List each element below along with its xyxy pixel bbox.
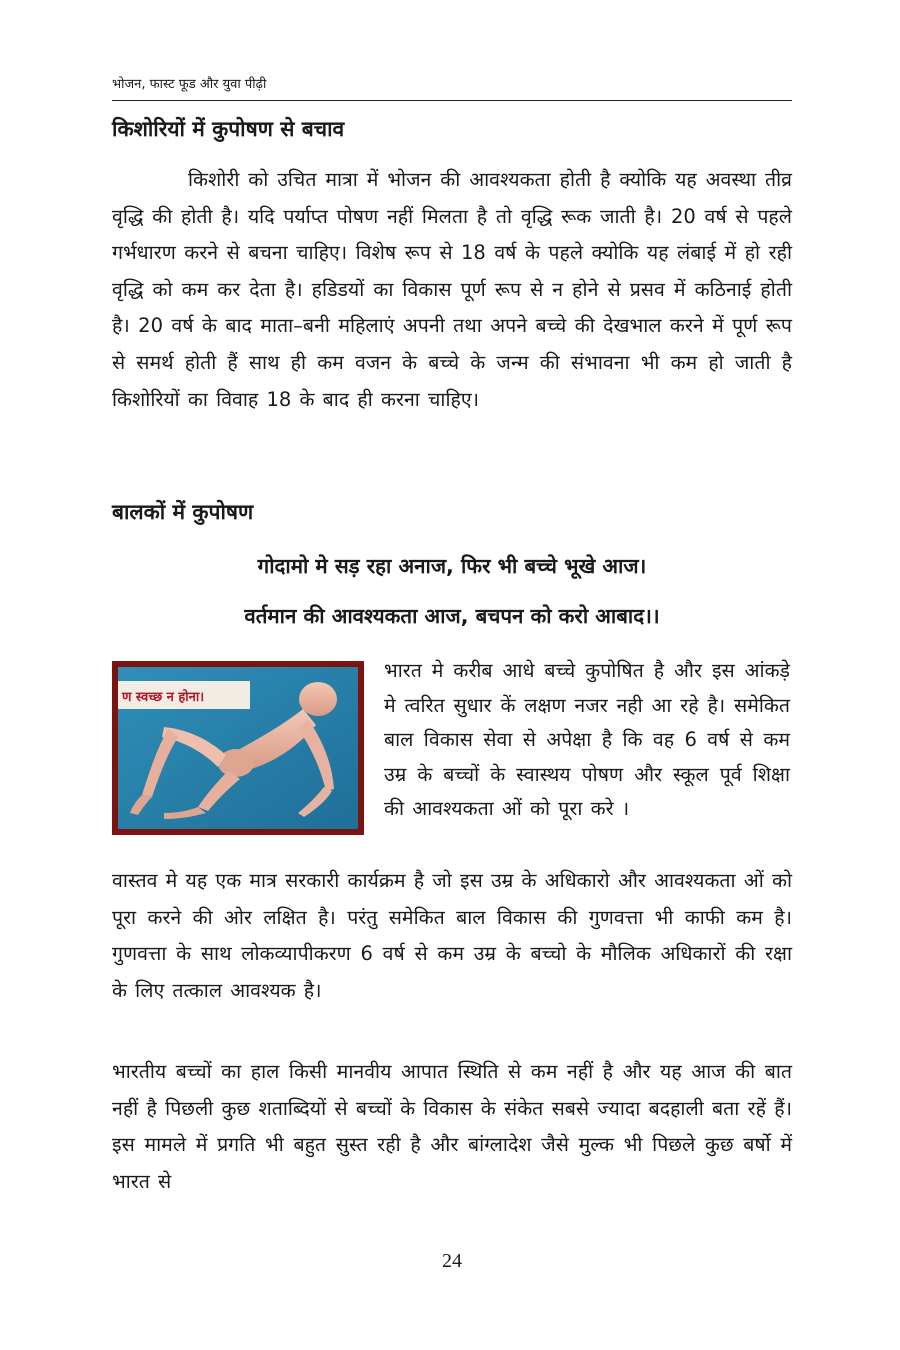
photo-caption-text: ण स्वच्छ न होना। bbox=[122, 690, 205, 705]
child-illustration bbox=[118, 667, 358, 829]
malnourished-child-photo bbox=[112, 661, 364, 835]
document-page bbox=[112, 0, 792, 1350]
slogan-line-2: वर्तमान की आवश्यकता आज, बचपन को करो आबाद।। bbox=[244, 604, 660, 628]
header-divider bbox=[112, 100, 792, 101]
paragraph-text: किशोरी को उचित मात्रा में भोजन की आवश्यकता होती है क्योकि यह अवस्था तीव्र वृद्धि की होती है। यदि पर्याप्त पोषण नहीं मिलता है तो वृद्धि रूक जाती है। 20 वर्ष से पहले गर्भधारण करने से बचना चाहिए। विशेष रूप से 18 वर्ष के पहले क्योकि यह लंबाई में हो रही वृद्धि को कम कर देता है। हडिडयों का विकास पूर्ण रूप से न होने से प्रसव में कठिनाई होती है। 20 वर्ष के बाद माता–बनी महिलाएं अपनी तथा अपने बच्चे की देखभाल करने में पूर्ण रूप से समर्थ होती हैं साथ ही कम वजन के बच्चे के जन्म की संभावना भी कम हो जाती है किशोरियों का विवाह 18 के बाद ही करना चाहिए। bbox=[112, 168, 792, 411]
section-heading-child-malnutrition: बालकों में कुपोषण bbox=[112, 500, 254, 524]
page-number: 24 bbox=[442, 1250, 462, 1272]
paragraph-icds-quality: वास्तव मे यह एक मात्र सरकारी कार्यक्रम है जो इस उम्र के अधिकारो और आवश्यकता ओं को पूरा करने की ओर लक्षित है। परंतु समेकित बाल विकास की गुणवत्ता भी काफी कम है। गुणवत्ता के साथ लोकव्यापीकरण 6 वर्ष से कम उम्र के बच्चो के मौलिक अधिकारों की रक्षा के लिए तत्काल आवश्यक है। bbox=[112, 869, 792, 1002]
paragraph-indian-children: भारतीय बच्चों का हाल किसी मानवीय आपात स्थिति से कम नहीं है और यह आज की बात नहीं है पिछली कुछ शताब्दियों से बच्चों के विकास के संकेत सबसे ज्यादा बदहाली बता रहें हैं। इस मामले में प्रगति भी बहुत सुस्त रही है और बांग्लादेश जैसे मुल्क भी पिछले कुछ बर्षो में भारत से bbox=[112, 1060, 792, 1193]
paragraph-adolescent-nutrition bbox=[112, 162, 792, 418]
running-header: भोजन, फास्ट फूड और युवा पीढ़ी bbox=[112, 77, 267, 92]
section-heading-adolescent-malnutrition: किशोरियों में कुपोषण से बचाव bbox=[112, 117, 345, 141]
slogan-line-1: गोदामो मे सड़ रहा अनाज, फिर भी बच्चे भूखे आज। bbox=[257, 554, 647, 578]
paragraph-icds-intro: भारत मे करीब आधे बच्चे कुपोषित है और इस आंकड़े मे त्वरित सुधार कें लक्षण नजर नही आ रहे है। समेकित बाल विकास सेवा से अपेक्षा है कि वह 6 वर्ष से कम उम्र के बच्चों के स्वास्थय पोषण और स्कूल पूर्व शिक्षा की आवश्यकता ओं को पूरा करे । bbox=[384, 659, 790, 820]
